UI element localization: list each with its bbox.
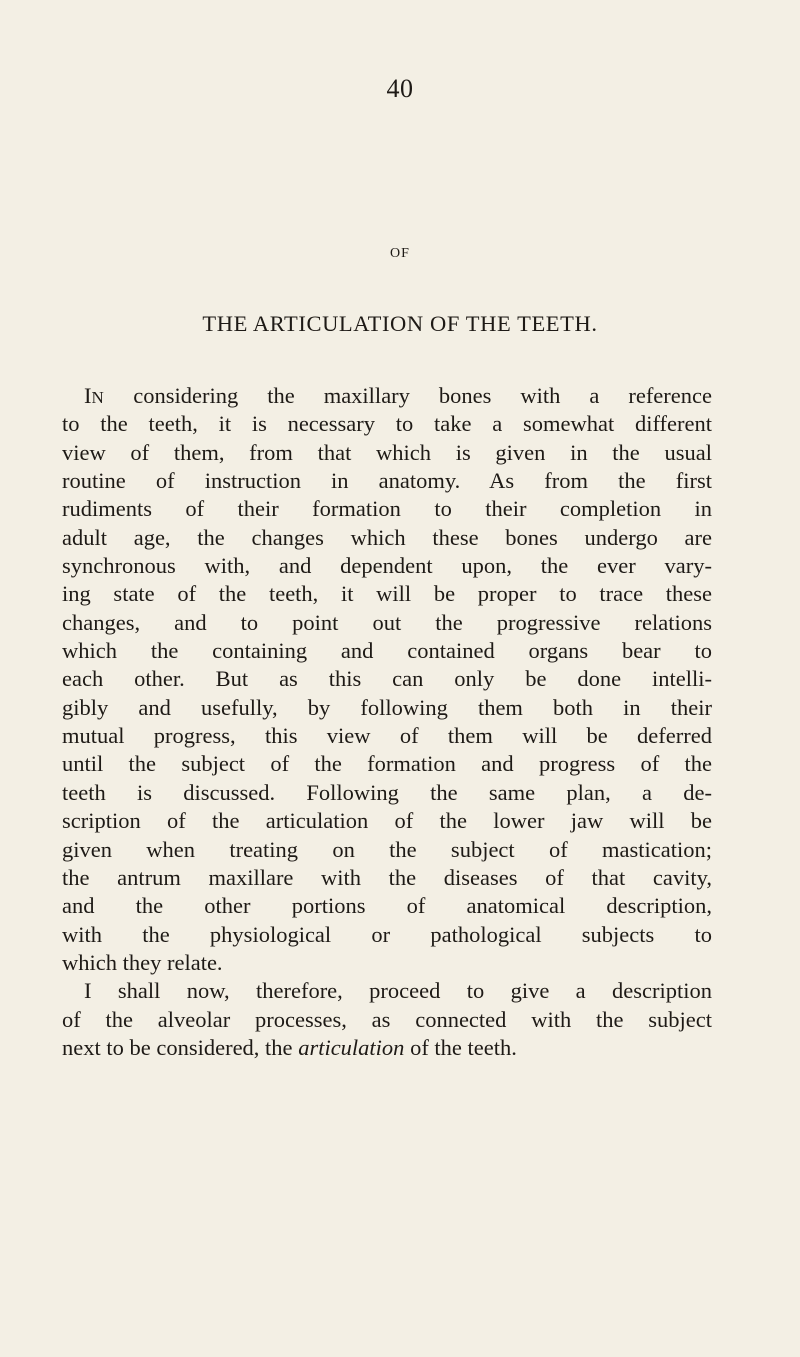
paragraph-line: which they relate. (62, 949, 223, 975)
paragraph-line: with the physiological or pathological subjects to (62, 921, 712, 947)
paragraph-line (62, 382, 712, 410)
paragraph-line: synchronous with, and dependent upon, the ever vary- (62, 553, 712, 579)
paragraph-line: ing state of the teeth, it will be proper to trace these (62, 581, 712, 607)
paragraph-line: the antrum maxillare with the diseases of that cavity, (62, 864, 712, 890)
paragraph-line: scription of the articulation of the lower jaw will be (62, 808, 712, 834)
small-caps-text: N (91, 388, 105, 407)
paragraph-line: of the alveolar processes, as connected with the subject (62, 1006, 712, 1032)
line-text: next to be considered, the (62, 1034, 299, 1060)
paragraph-line (62, 1034, 712, 1062)
paragraph-line: adult age, the changes which these bones undergo are (62, 524, 712, 550)
paragraph-line: mutual progress, this view of them will be deferred (62, 723, 712, 749)
paragraph-line: teeth is discussed. Following the same plan, a de- (62, 779, 712, 805)
section-title: THE ARTICULATION OF THE TEETH. (202, 311, 598, 336)
paragraph-line: until the subject of the formation and progress of the (62, 751, 712, 777)
italic-term: articulation (298, 1034, 405, 1060)
paragraph-line: to the teeth, it is necessary to take a somewhat different (62, 411, 712, 437)
section-heading-prefix: OF (390, 246, 410, 261)
paragraph-line: changes, and to point out the progressive relations (62, 609, 712, 635)
body-text (62, 382, 712, 1062)
paragraph-line: routine of instruction in anatomy. As from the first (62, 468, 712, 494)
paragraph-line: each other. But as this can only be done intelli- (62, 666, 712, 692)
line-text: of the teeth. (404, 1034, 517, 1060)
paragraph-line: I shall now, therefore, proceed to give a description (84, 978, 712, 1004)
line-text: considering the maxillary bones with a reference (104, 383, 712, 408)
drop-initial: I (84, 383, 92, 408)
paragraph-line: gibly and usefully, by following them both in their (62, 694, 712, 720)
paragraph-line: rudiments of their formation to their completion in (62, 496, 712, 522)
paragraph-line: which the containing and contained organs bear to (62, 638, 712, 664)
page-number: 40 (386, 74, 414, 103)
paragraph-1 (62, 382, 712, 977)
paragraph-line: view of them, from that which is given in the usual (62, 439, 712, 465)
paragraph-line: given when treating on the subject of mastication; (62, 836, 712, 862)
paragraph-line: and the other portions of anatomical description, (62, 893, 712, 919)
paragraph-2 (62, 977, 712, 1062)
